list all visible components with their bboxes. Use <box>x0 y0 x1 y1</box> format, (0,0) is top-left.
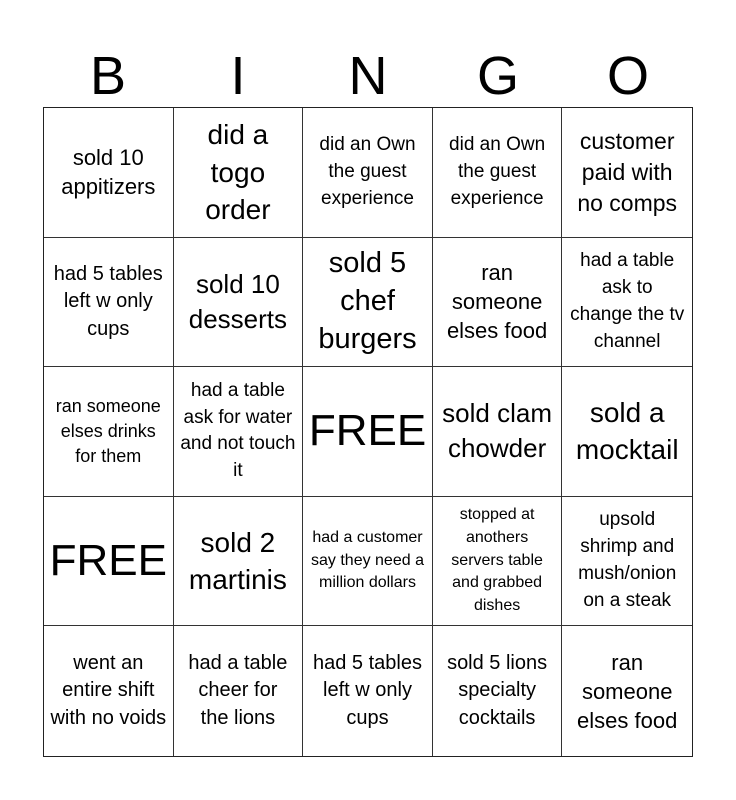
bingo-cell-r2c3 <box>303 238 433 368</box>
bingo-cell-r1c5 <box>562 108 692 238</box>
bingo-cell-r2c1 <box>44 238 174 368</box>
cell-text: went an entire shift with no voids <box>50 651 167 729</box>
cell-text: ran someone elses drinks for them <box>55 396 161 466</box>
bingo-cell-r5c3 <box>303 626 433 756</box>
bingo-cell-r2c2 <box>174 238 304 368</box>
cell-text: sold 10 desserts <box>188 268 288 334</box>
cell-text: sold 5 chef burgers <box>318 247 417 355</box>
free-space-label: FREE <box>308 406 427 456</box>
cell-text: ran someone elses food <box>577 649 678 733</box>
cell-text: ran someone elses food <box>446 260 548 344</box>
bingo-cell-r3c2 <box>174 367 304 497</box>
bingo-cell-r4c4 <box>433 497 563 627</box>
cell-text: stopped at anothers servers table and grabbed dishes <box>451 506 543 615</box>
cell-text: customer paid with no comps <box>577 127 678 216</box>
bingo-cell-r4c2 <box>174 497 304 627</box>
cell-text: had 5 tables left w only cups <box>313 651 422 729</box>
header-letter-b: B <box>89 46 127 106</box>
cell-text: sold 10 appitizers <box>61 145 156 200</box>
bingo-cell-r3c1 <box>44 367 174 497</box>
bingo-cell-r3c5 <box>562 367 692 497</box>
bingo-board <box>43 107 693 757</box>
bingo-cell-r4c1-free <box>44 497 174 627</box>
header-letter-i: I <box>230 46 246 106</box>
header-letter-o: O <box>606 46 649 106</box>
bingo-cell-r4c3 <box>303 497 433 627</box>
bingo-cell-r5c4 <box>433 626 563 756</box>
cell-text: had a table ask for water and not touch it <box>180 379 296 482</box>
bingo-cell-r1c3 <box>303 108 433 238</box>
cell-text: sold a mocktail <box>575 396 679 466</box>
bingo-cell-r1c2 <box>174 108 304 238</box>
bingo-cell-r1c1 <box>44 108 174 238</box>
bingo-cell-r3c4 <box>433 367 563 497</box>
cell-text: sold 2 martinis <box>188 526 287 596</box>
bingo-cell-r3c3-free <box>303 367 433 497</box>
bingo-cell-r2c5 <box>562 238 692 368</box>
bingo-cell-r5c5 <box>562 626 692 756</box>
bingo-cell-r2c4 <box>433 238 563 368</box>
cell-text: sold clam chowder <box>442 398 552 464</box>
cell-text: had 5 tables left w only cups <box>53 262 163 340</box>
bingo-cell-r1c4 <box>433 108 563 238</box>
free-space-label: FREE <box>49 535 167 585</box>
cell-text: did an Own the guest experience <box>319 133 416 209</box>
cell-text: had a table ask to change the tv channel <box>570 249 685 352</box>
bingo-cell-r5c2 <box>174 626 304 756</box>
bingo-header <box>43 44 693 108</box>
cell-text: had a customer say they need a million dollars <box>311 529 424 592</box>
header-letter-n: N <box>348 46 388 106</box>
cell-text: had a table cheer for the lions <box>188 651 288 729</box>
bingo-cell-r4c5 <box>562 497 692 627</box>
cell-text: did a togo order <box>205 119 271 226</box>
header-letter-g: G <box>476 46 519 106</box>
cell-text: sold 5 lions specialty cocktails <box>447 651 548 729</box>
cell-text: did an Own the guest experience <box>449 133 546 209</box>
bingo-cell-r5c1 <box>44 626 174 756</box>
cell-text: upsold shrimp and mush/onion on a steak <box>578 509 677 612</box>
